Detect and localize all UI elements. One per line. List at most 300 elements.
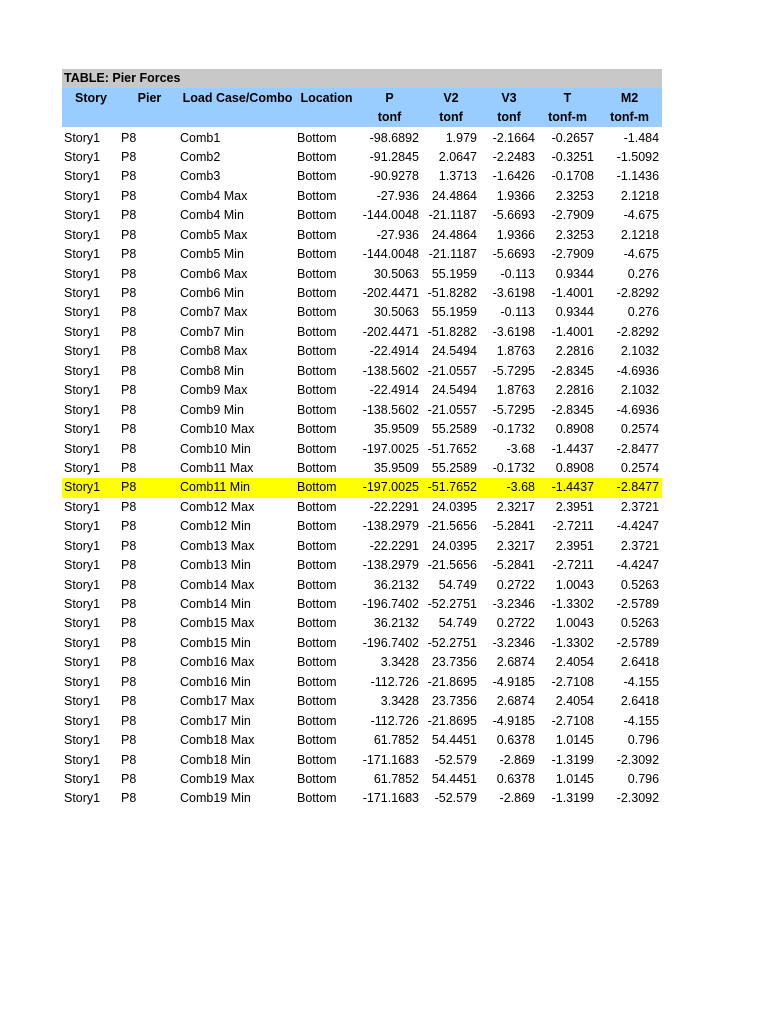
cell-load-case[interactable]: Comb17 Min (180, 713, 251, 728)
cell-t[interactable]: -0.1708 (551, 169, 594, 184)
cell-story[interactable]: Story1 (64, 305, 101, 320)
cell-v3[interactable]: 1.8763 (496, 344, 535, 359)
cell-location[interactable]: Bottom (297, 635, 337, 650)
cell-v3[interactable]: -3.68 (506, 441, 535, 456)
cell-story[interactable]: Story1 (64, 558, 101, 573)
cell-t[interactable]: 2.3253 (555, 188, 594, 203)
cell-m2[interactable]: 2.3721 (620, 499, 660, 514)
cell-load-case[interactable]: Comb1 (180, 130, 221, 145)
cell-v3[interactable]: 1.9366 (496, 227, 535, 242)
table-row-highlighted[interactable] (62, 478, 662, 497)
cell-load-case[interactable]: Comb14 Max (180, 577, 255, 592)
cell-story[interactable]: Story1 (64, 616, 101, 631)
cell-load-case[interactable]: Comb18 Min (180, 752, 251, 767)
cell-v2[interactable]: -51.7652 (422, 478, 480, 497)
table-row[interactable] (62, 692, 662, 711)
cell-v3[interactable]: -2.869 (499, 752, 535, 767)
cell-pier[interactable]: P8 (121, 169, 137, 184)
cell-v2[interactable]: 1.979 (445, 130, 477, 145)
cell-story[interactable]: Story1 (64, 344, 101, 359)
cell-t[interactable]: -1.4437 (551, 441, 594, 456)
cell-story[interactable]: Story1 (64, 577, 101, 592)
cell-p[interactable]: -98.6892 (369, 130, 419, 145)
cell-m2[interactable]: 2.1032 (620, 383, 660, 398)
cell-m2[interactable]: 2.1218 (620, 227, 660, 242)
table-row[interactable] (62, 750, 662, 769)
table-row[interactable] (62, 673, 662, 692)
cell-story[interactable]: Story1 (64, 597, 101, 612)
cell-t[interactable]: 0.8908 (555, 460, 594, 475)
cell-v2[interactable]: -21.8695 (427, 713, 477, 728)
cell-location[interactable]: Bottom (297, 577, 337, 592)
cell-p[interactable]: -196.7402 (362, 597, 419, 612)
cell-pier[interactable]: P8 (121, 422, 137, 437)
cell-t[interactable]: -2.7909 (551, 208, 594, 223)
cell-pier[interactable]: P8 (121, 247, 137, 262)
column-header-pier[interactable]: Pier (120, 88, 179, 107)
cell-story[interactable]: Story1 (64, 752, 101, 767)
cell-location[interactable]: Bottom (297, 266, 337, 281)
cell-load-case[interactable]: Comb4 Min (180, 208, 244, 223)
cell-v2[interactable]: -21.8695 (427, 674, 477, 689)
cell-t[interactable]: 1.0043 (555, 577, 594, 592)
column-header-load-case[interactable]: Load Case/Combo (179, 88, 296, 107)
cell-v3[interactable]: 0.6378 (496, 733, 535, 748)
cell-load-case[interactable]: Comb12 Min (180, 519, 251, 534)
cell-pier[interactable]: P8 (121, 227, 137, 242)
cell-load-case[interactable]: Comb15 Max (180, 616, 255, 631)
cell-m2[interactable]: -4.4247 (616, 519, 660, 534)
cell-v2[interactable]: 2.0647 (438, 149, 477, 164)
cell-v3[interactable]: 1.8763 (496, 383, 535, 398)
cell-location[interactable]: Bottom (297, 674, 337, 689)
cell-location[interactable]: Bottom (297, 655, 337, 670)
cell-p[interactable]: 35.9509 (373, 422, 419, 437)
column-header-v3[interactable]: V3 (480, 88, 538, 107)
cell-v3[interactable]: -0.113 (500, 305, 535, 320)
cell-v3[interactable]: 1.9366 (496, 188, 535, 203)
cell-m2[interactable]: 0.796 (627, 771, 660, 786)
cell-t[interactable]: 1.0145 (555, 733, 594, 748)
cell-v2[interactable]: 54.749 (438, 577, 477, 592)
cell-pier[interactable]: P8 (121, 674, 137, 689)
cell-p[interactable]: -196.7402 (362, 635, 419, 650)
cell-p[interactable]: -144.0048 (362, 208, 419, 223)
table-row[interactable] (62, 634, 662, 653)
cell-story[interactable]: Story1 (64, 733, 101, 748)
cell-p[interactable]: 3.3428 (380, 655, 419, 670)
cell-load-case[interactable]: Comb6 Max (180, 266, 248, 281)
cell-m2[interactable]: 2.6418 (620, 694, 660, 709)
cell-pier[interactable]: P8 (121, 713, 137, 728)
cell-v2[interactable]: 54.4451 (431, 733, 477, 748)
cell-m2[interactable]: 0.5263 (620, 616, 660, 631)
cell-pier[interactable]: P8 (121, 635, 137, 650)
column-header-m2[interactable]: M2 (597, 88, 662, 107)
cell-p[interactable]: 35.9509 (373, 460, 419, 475)
cell-story[interactable]: Story1 (64, 674, 101, 689)
cell-p[interactable]: 3.3428 (380, 694, 419, 709)
cell-t[interactable]: 1.0145 (555, 771, 594, 786)
cell-t[interactable]: -0.3251 (551, 149, 594, 164)
cell-location[interactable]: Bottom (297, 247, 337, 262)
cell-story[interactable]: Story1 (64, 791, 101, 806)
cell-m2[interactable]: 0.5263 (620, 577, 660, 592)
cell-t[interactable]: -2.7108 (551, 713, 594, 728)
cell-v3[interactable]: 2.6874 (496, 655, 535, 670)
cell-t[interactable]: -0.2657 (551, 130, 594, 145)
cell-location[interactable]: Bottom (297, 538, 337, 553)
cell-v3[interactable]: -0.113 (500, 266, 535, 281)
cell-pier[interactable]: P8 (121, 130, 137, 145)
table-row[interactable] (62, 167, 662, 186)
cell-t[interactable]: 2.4054 (555, 655, 594, 670)
cell-pier[interactable]: P8 (121, 733, 137, 748)
cell-p[interactable]: -112.726 (370, 674, 419, 689)
cell-v3[interactable]: -5.6693 (492, 247, 535, 262)
cell-pier[interactable]: P8 (121, 655, 137, 670)
table-row[interactable] (62, 420, 662, 439)
cell-location[interactable]: Bottom (297, 441, 337, 456)
cell-story[interactable]: Story1 (64, 324, 101, 339)
cell-pier[interactable]: P8 (121, 538, 137, 553)
cell-v2[interactable]: 55.1959 (431, 266, 477, 281)
cell-m2[interactable]: -4.675 (623, 208, 660, 223)
cell-pier[interactable]: P8 (121, 363, 137, 378)
column-header-p[interactable]: P (357, 88, 422, 107)
cell-p[interactable]: -27.936 (376, 188, 419, 203)
cell-p[interactable]: 30.5063 (373, 305, 419, 320)
cell-m2[interactable]: 2.6418 (620, 655, 660, 670)
cell-v3[interactable]: -3.2346 (492, 597, 535, 612)
cell-m2[interactable]: -2.8292 (616, 324, 660, 339)
cell-load-case[interactable]: Comb12 Max (180, 499, 255, 514)
cell-story[interactable]: Story1 (64, 266, 101, 281)
table-row[interactable] (62, 770, 662, 789)
table-row[interactable] (62, 517, 662, 536)
cell-t[interactable]: -2.7108 (551, 674, 594, 689)
cell-story[interactable]: Story1 (64, 655, 101, 670)
cell-t[interactable]: 2.3253 (555, 227, 594, 242)
cell-load-case[interactable]: Comb16 Max (180, 655, 255, 670)
cell-story[interactable]: Story1 (64, 771, 101, 786)
cell-pier[interactable]: P8 (121, 499, 137, 514)
table-row[interactable] (62, 439, 662, 458)
cell-location[interactable]: Bottom (297, 694, 337, 709)
cell-pier[interactable]: P8 (121, 188, 137, 203)
cell-p[interactable]: -171.1683 (362, 752, 419, 767)
cell-v3[interactable]: 2.3217 (496, 499, 535, 514)
table-row[interactable] (62, 187, 662, 206)
cell-v2[interactable]: 23.7356 (431, 694, 477, 709)
cell-v3[interactable]: -2.1664 (492, 130, 535, 145)
cell-t[interactable]: -1.3199 (551, 791, 594, 806)
cell-t[interactable]: -2.7211 (552, 519, 594, 534)
cell-story[interactable]: Story1 (64, 519, 101, 534)
cell-t[interactable]: -1.3199 (551, 752, 594, 767)
cell-v2[interactable]: -21.5656 (427, 558, 477, 573)
cell-v2[interactable]: 54.4451 (431, 771, 477, 786)
cell-pier[interactable]: P8 (121, 577, 137, 592)
cell-pier[interactable]: P8 (121, 558, 137, 573)
cell-story[interactable]: Story1 (64, 227, 101, 242)
table-row[interactable] (62, 575, 662, 594)
cell-t[interactable]: -2.7909 (551, 247, 594, 262)
table-row[interactable] (62, 264, 662, 283)
cell-location[interactable]: Bottom (297, 208, 337, 223)
cell-pier[interactable]: P8 (121, 616, 137, 631)
cell-p[interactable]: 36.2132 (373, 616, 419, 631)
cell-p[interactable]: -138.5602 (362, 402, 419, 417)
cell-location[interactable]: Bottom (297, 324, 337, 339)
cell-story[interactable]: Story1 (64, 635, 101, 650)
cell-load-case[interactable]: Comb13 Max (180, 538, 255, 553)
cell-load-case[interactable]: Comb5 Max (180, 227, 248, 242)
cell-v3[interactable]: -5.2841 (492, 519, 535, 534)
cell-v3[interactable]: -3.2346 (492, 635, 535, 650)
cell-t[interactable]: 0.9344 (555, 305, 594, 320)
cell-m2[interactable]: -2.8477 (597, 478, 662, 497)
cell-story[interactable]: Story1 (64, 713, 101, 728)
cell-v3[interactable]: -5.6693 (492, 208, 535, 223)
cell-p[interactable]: -138.5602 (362, 363, 419, 378)
cell-load-case[interactable]: Comb15 Min (180, 635, 251, 650)
cell-location[interactable]: Bottom (297, 558, 337, 573)
cell-v2[interactable]: 24.0395 (431, 538, 477, 553)
cell-pier[interactable]: P8 (121, 402, 137, 417)
cell-t[interactable]: -1.4001 (551, 324, 594, 339)
cell-p[interactable]: -171.1683 (362, 791, 419, 806)
cell-load-case[interactable]: Comb6 Min (180, 286, 244, 301)
cell-location[interactable]: Bottom (297, 286, 337, 301)
table-row[interactable] (62, 206, 662, 225)
cell-story[interactable]: Story1 (62, 478, 120, 497)
cell-location[interactable]: Bottom (297, 460, 337, 475)
cell-p[interactable]: -27.936 (376, 227, 419, 242)
cell-load-case[interactable]: Comb10 Min (180, 441, 251, 456)
cell-location[interactable]: Bottom (296, 478, 357, 497)
cell-t[interactable]: -1.4437 (538, 478, 597, 497)
cell-m2[interactable]: -4.6936 (616, 363, 660, 378)
column-header-v2[interactable]: V2 (422, 88, 480, 107)
cell-v2[interactable]: 24.4864 (431, 227, 477, 242)
cell-story[interactable]: Story1 (64, 538, 101, 553)
cell-m2[interactable]: 0.2574 (620, 422, 660, 437)
cell-load-case[interactable]: Comb19 Max (180, 771, 255, 786)
cell-m2[interactable]: 2.1218 (620, 188, 660, 203)
cell-v2[interactable]: -52.579 (434, 752, 477, 767)
cell-v2[interactable]: -21.1187 (428, 247, 477, 262)
cell-load-case[interactable]: Comb11 Max (180, 460, 254, 475)
table-row[interactable] (62, 556, 662, 575)
cell-m2[interactable]: -1.1436 (616, 169, 660, 184)
cell-v3[interactable]: -3.6198 (492, 324, 535, 339)
column-header-story[interactable]: Story (62, 88, 120, 107)
table-row[interactable] (62, 381, 662, 400)
cell-pier[interactable]: P8 (121, 791, 137, 806)
cell-v3[interactable]: -0.1732 (492, 422, 535, 437)
cell-m2[interactable]: 0.276 (627, 266, 660, 281)
cell-story[interactable]: Story1 (64, 208, 101, 223)
cell-p[interactable]: -138.2979 (362, 558, 419, 573)
cell-v2[interactable]: 55.2589 (431, 422, 477, 437)
cell-t[interactable]: 2.3951 (555, 499, 594, 514)
cell-m2[interactable]: -4.6936 (616, 402, 660, 417)
cell-load-case[interactable]: Comb16 Min (180, 674, 251, 689)
cell-pier[interactable]: P8 (121, 149, 137, 164)
cell-location[interactable]: Bottom (297, 422, 337, 437)
cell-load-case[interactable]: Comb9 Max (180, 383, 248, 398)
cell-p[interactable]: 61.7852 (373, 771, 419, 786)
cell-p[interactable]: 36.2132 (373, 577, 419, 592)
cell-v2[interactable]: -51.7652 (427, 441, 477, 456)
cell-t[interactable]: 0.8908 (555, 422, 594, 437)
table-row[interactable] (62, 284, 662, 303)
table-row[interactable] (62, 731, 662, 750)
cell-load-case[interactable]: Comb8 Max (180, 344, 248, 359)
cell-v3[interactable]: -4.9185 (492, 713, 535, 728)
cell-story[interactable]: Story1 (64, 247, 101, 262)
cell-p[interactable]: -144.0048 (362, 247, 419, 262)
table-row[interactable] (62, 128, 662, 148)
cell-pier[interactable]: P8 (121, 208, 137, 223)
cell-m2[interactable]: -2.3092 (616, 752, 660, 767)
cell-v3[interactable]: -0.1732 (492, 460, 535, 475)
cell-location[interactable]: Bottom (297, 519, 337, 534)
table-row[interactable] (62, 711, 662, 730)
table-row[interactable] (62, 498, 662, 517)
cell-pier[interactable]: P8 (120, 478, 179, 497)
cell-location[interactable]: Bottom (297, 752, 337, 767)
cell-p[interactable]: -90.9278 (369, 169, 419, 184)
cell-pier[interactable]: P8 (121, 324, 137, 339)
cell-location[interactable]: Bottom (297, 597, 337, 612)
cell-p[interactable]: -138.2979 (362, 519, 419, 534)
cell-m2[interactable]: -4.155 (623, 713, 660, 728)
cell-v2[interactable]: 55.2589 (431, 460, 477, 475)
cell-location[interactable]: Bottom (297, 227, 337, 242)
cell-t[interactable]: 0.9344 (555, 266, 594, 281)
cell-v2[interactable]: -51.8282 (427, 324, 477, 339)
cell-v2[interactable]: 23.7356 (431, 655, 477, 670)
cell-story[interactable]: Story1 (64, 149, 101, 164)
cell-v2[interactable]: 24.0395 (431, 499, 477, 514)
table-row[interactable] (62, 459, 662, 478)
cell-v2[interactable]: -21.0557 (427, 363, 477, 378)
cell-story[interactable]: Story1 (64, 460, 101, 475)
cell-t[interactable]: 2.2816 (555, 344, 594, 359)
cell-v3[interactable]: 2.3217 (496, 538, 535, 553)
cell-t[interactable]: -1.4001 (551, 286, 594, 301)
cell-load-case[interactable]: Comb18 Max (180, 733, 255, 748)
cell-load-case[interactable]: Comb17 Max (180, 694, 255, 709)
cell-story[interactable]: Story1 (64, 499, 101, 514)
cell-t[interactable]: -1.3302 (551, 635, 594, 650)
cell-v3[interactable]: 0.6378 (496, 771, 535, 786)
table-row[interactable] (62, 537, 662, 556)
cell-m2[interactable]: 2.3721 (620, 538, 660, 553)
cell-m2[interactable]: 2.1032 (620, 344, 660, 359)
cell-story[interactable]: Story1 (64, 286, 101, 301)
cell-location[interactable]: Bottom (297, 771, 337, 786)
cell-location[interactable]: Bottom (297, 499, 337, 514)
cell-location[interactable]: Bottom (297, 363, 337, 378)
cell-p[interactable]: 61.7852 (373, 733, 419, 748)
cell-location[interactable]: Bottom (297, 616, 337, 631)
cell-v3[interactable]: -2.869 (499, 791, 535, 806)
cell-p[interactable]: -197.0025 (357, 478, 422, 497)
table-row[interactable] (62, 342, 662, 361)
table-row[interactable] (62, 303, 662, 322)
cell-v2[interactable]: -21.0557 (427, 402, 477, 417)
cell-t[interactable]: -2.8345 (551, 363, 594, 378)
cell-v2[interactable]: -52.2751 (427, 635, 477, 650)
cell-location[interactable]: Bottom (297, 130, 337, 145)
cell-story[interactable]: Story1 (64, 130, 101, 145)
cell-p[interactable]: -202.4471 (362, 286, 419, 301)
cell-location[interactable]: Bottom (297, 383, 337, 398)
cell-v2[interactable]: -51.8282 (427, 286, 477, 301)
cell-pier[interactable]: P8 (121, 441, 137, 456)
table-row[interactable] (62, 595, 662, 614)
cell-v3[interactable]: 0.2722 (496, 616, 535, 631)
cell-v2[interactable]: 55.1959 (431, 305, 477, 320)
cell-p[interactable]: -197.0025 (362, 441, 419, 456)
cell-t[interactable]: 2.3951 (555, 538, 594, 553)
cell-t[interactable]: 2.4054 (555, 694, 594, 709)
cell-v3[interactable]: 2.6874 (496, 694, 535, 709)
cell-pier[interactable]: P8 (121, 383, 137, 398)
cell-story[interactable]: Story1 (64, 383, 101, 398)
table-row[interactable] (62, 323, 662, 342)
cell-pier[interactable]: P8 (121, 694, 137, 709)
cell-load-case[interactable]: Comb7 Max (180, 305, 248, 320)
cell-v2[interactable]: 24.4864 (431, 188, 477, 203)
cell-m2[interactable]: -1.484 (623, 130, 660, 145)
cell-load-case[interactable]: Comb2 (180, 149, 221, 164)
cell-location[interactable]: Bottom (297, 713, 337, 728)
cell-pier[interactable]: P8 (121, 266, 137, 281)
cell-p[interactable]: -91.2845 (369, 149, 419, 164)
cell-m2[interactable]: -1.5092 (616, 149, 660, 164)
cell-load-case[interactable]: Comb10 Max (180, 422, 255, 437)
cell-v2[interactable]: -21.5656 (427, 519, 477, 534)
column-header-t[interactable]: T (538, 88, 597, 107)
table-row[interactable] (62, 148, 662, 167)
cell-location[interactable]: Bottom (297, 344, 337, 359)
cell-m2[interactable]: 0.2574 (620, 460, 660, 475)
cell-location[interactable]: Bottom (297, 188, 337, 203)
cell-t[interactable]: -2.8345 (551, 402, 594, 417)
cell-m2[interactable]: -2.5789 (616, 597, 660, 612)
cell-v2[interactable]: 24.5494 (431, 383, 477, 398)
cell-location[interactable]: Bottom (297, 149, 337, 164)
cell-m2[interactable]: -4.675 (623, 247, 660, 262)
cell-v2[interactable]: 1.3713 (438, 169, 477, 184)
cell-p[interactable]: -22.2291 (369, 499, 419, 514)
table-row[interactable] (62, 362, 662, 381)
cell-location[interactable]: Bottom (297, 733, 337, 748)
cell-pier[interactable]: P8 (121, 519, 137, 534)
cell-m2[interactable]: -2.3092 (616, 791, 660, 806)
cell-pier[interactable]: P8 (121, 771, 137, 786)
table-row[interactable] (62, 226, 662, 245)
cell-v3[interactable]: -5.7295 (492, 402, 535, 417)
cell-load-case[interactable]: Comb13 Min (180, 558, 251, 573)
cell-pier[interactable]: P8 (121, 344, 137, 359)
cell-story[interactable]: Story1 (64, 441, 101, 456)
cell-v2[interactable]: -52.579 (434, 791, 477, 806)
